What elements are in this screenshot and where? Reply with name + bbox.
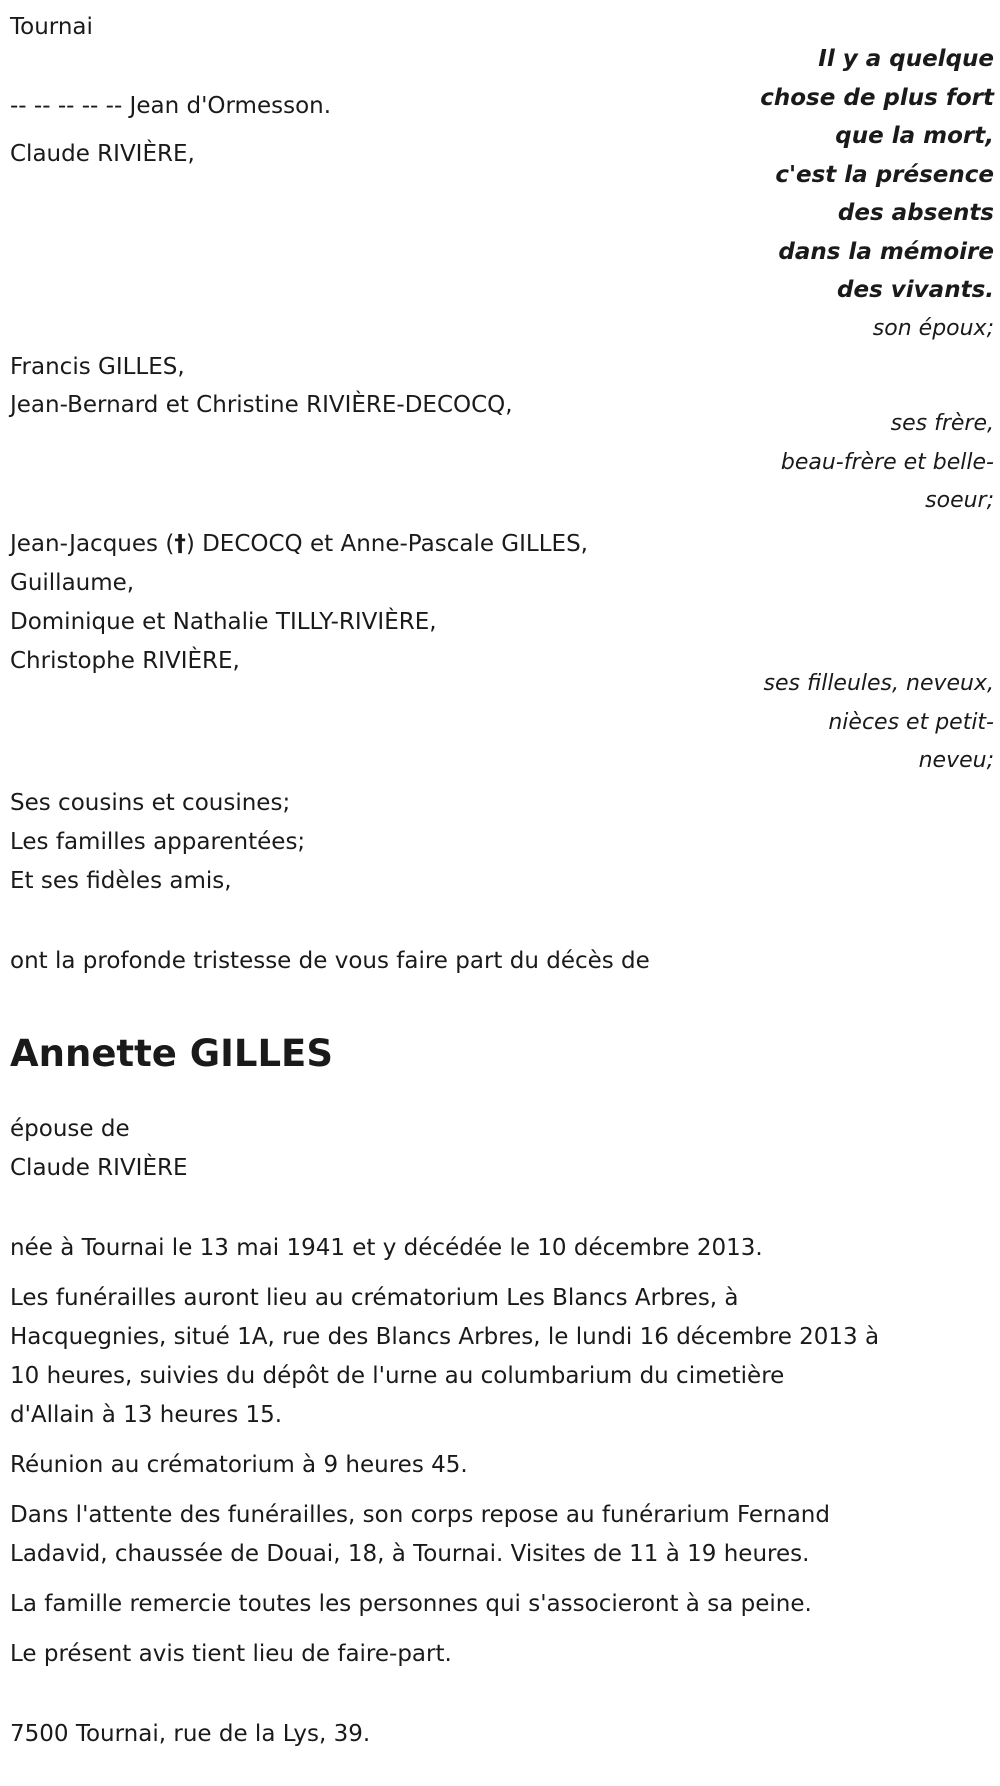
role-line: nièces et petit-	[828, 709, 994, 735]
funeral-line: 10 heures, suivies du dépôt de l'urne au columbarium du cimetière	[10, 1363, 785, 1389]
quote-line: dans la mémoire	[778, 238, 994, 265]
cross-icon: †	[174, 531, 186, 557]
quote-line: c'est la présence	[775, 161, 994, 188]
announcement-text: ont la profonde tristesse de vous faire part du décès de	[10, 948, 650, 974]
birth-death-text: née à Tournai le 13 mai 1941 et y décédée le 10 décembre 2013.	[10, 1235, 763, 1261]
relation-label: épouse de	[10, 1116, 130, 1142]
role-line: ses frère,	[890, 411, 994, 436]
quote-block	[760, 40, 994, 310]
funeral-line: Les funérailles auront lieu au crématorium Les Blancs Arbres, à	[10, 1285, 739, 1311]
meeting-text: Réunion au crématorium à 9 heures 45.	[10, 1452, 468, 1478]
godchild-text: Jean-Jacques (	[10, 531, 175, 557]
role-line: beau-frère et belle-	[780, 449, 994, 475]
relatives-line: Et ses fidèles amis,	[10, 868, 232, 894]
funeral-line: d'Allain à 13 heures 15.	[10, 1402, 283, 1428]
godchildren-role	[764, 665, 994, 781]
role-line: ses filleules, neveux,	[763, 671, 994, 696]
notice-text: Le présent avis tient lieu de faire-part.	[10, 1641, 452, 1667]
thanks-text: La famille remercie toutes les personnes qui s'associeront à sa peine.	[10, 1591, 812, 1617]
role-line: soeur;	[925, 488, 994, 513]
quote-line: Il y a quelque	[818, 46, 994, 72]
relatives-line: Ses cousins et cousines;	[10, 790, 291, 816]
spouse-name: Claude RIVIÈRE,	[10, 141, 195, 167]
address-text: 7500 Tournai, rue de la Lys, 39.	[10, 1721, 371, 1747]
godchild-text: ) DECOCQ et Anne-Pascale GILLES,	[185, 531, 588, 557]
godchild-name: Guillaume,	[10, 570, 135, 596]
godchild-name: Dominique et Nathalie TILLY-RIVIÈRE,	[10, 609, 437, 635]
funerarium-line: Dans l'attente des funérailles, son corps repose au funérarium Fernand	[10, 1502, 830, 1528]
role-line: neveu;	[918, 748, 994, 773]
role-line: son époux;	[872, 316, 994, 341]
funerarium-line: Ladavid, chaussée de Douai, 18, à Tournai. Visites de 11 à 19 heures.	[10, 1541, 810, 1567]
quote-line: des absents	[837, 200, 994, 226]
relatives-line: Les familles apparentées;	[10, 829, 306, 855]
quote-line: que la mort,	[835, 123, 994, 149]
quote-line: des vivants.	[837, 277, 994, 303]
relation-name: Claude RIVIÈRE	[10, 1155, 188, 1181]
siblings-role	[781, 405, 994, 521]
godchild-line	[10, 525, 588, 564]
deceased-name: Annette GILLES	[10, 1032, 333, 1075]
quote-line: chose de plus fort	[760, 84, 994, 111]
quote-author: -- -- -- -- -- Jean d'Ormesson.	[10, 93, 332, 119]
funeral-line: Hacquegnies, situé 1A, rue des Blancs Arbres, le lundi 16 décembre 2013 à	[10, 1324, 880, 1350]
sibling-name: Francis GILLES,	[10, 354, 185, 380]
godchild-name: Christophe RIVIÈRE,	[10, 648, 240, 674]
location-header: Tournai	[10, 14, 93, 40]
sibling-name: Jean-Bernard et Christine RIVIÈRE-DECOCQ,	[10, 392, 513, 418]
spouse-role	[873, 310, 994, 349]
